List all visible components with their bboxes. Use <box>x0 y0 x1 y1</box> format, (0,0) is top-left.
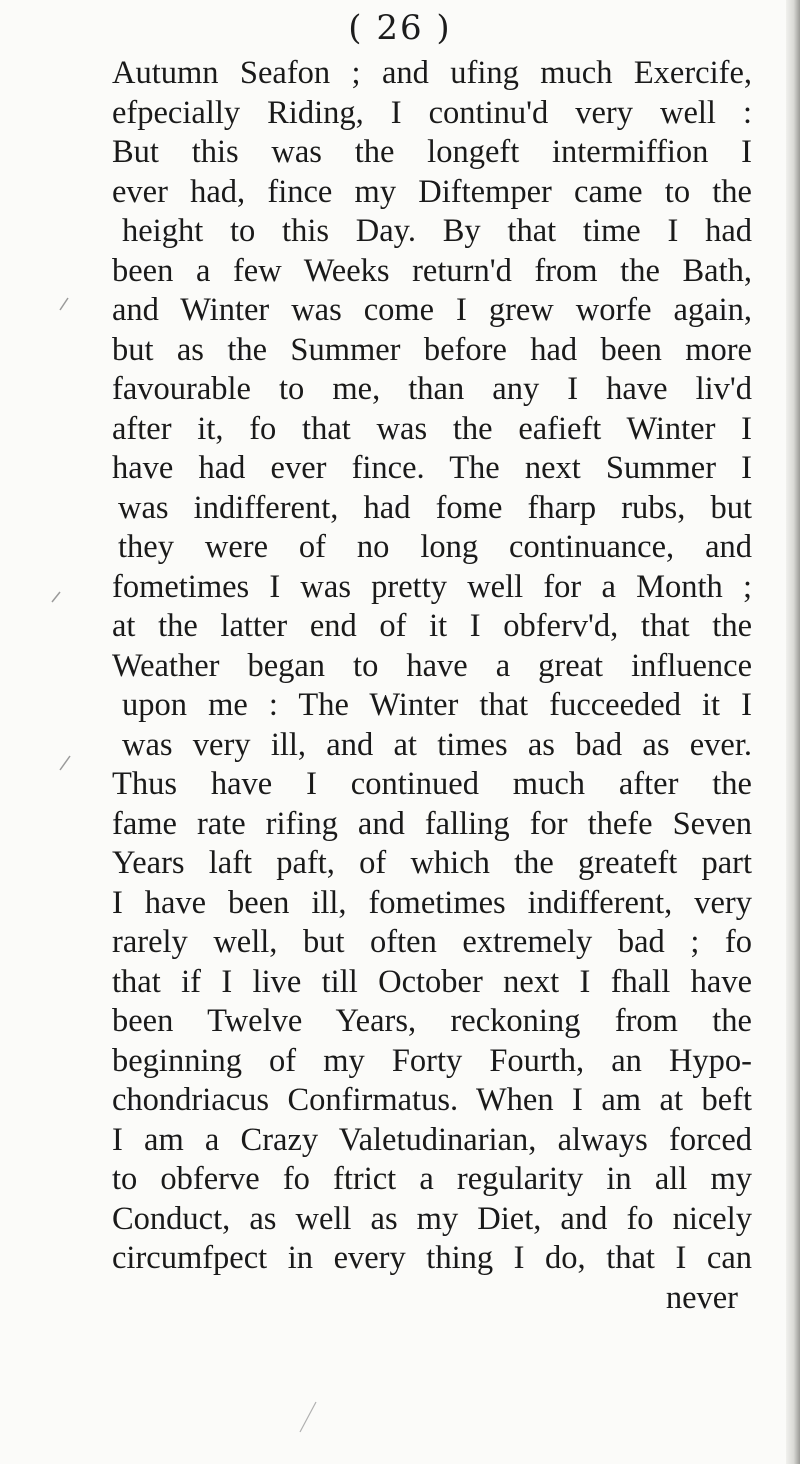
text-line: circumfpect in every thing I do, that I can <box>112 1240 752 1276</box>
text-line: rarely well, but often extremely bad ; fo <box>112 924 752 960</box>
text-line: was indifferent, had fome fharp rubs, but <box>118 489 752 526</box>
text-line: Weather began to have a great influence <box>112 647 752 684</box>
text-line: but as the Summer before had been more <box>112 331 752 368</box>
text-line: to obferve fo ftrict a regularity in all my <box>112 1161 752 1197</box>
text-line: Conduct, as well as my Diet, and fo nicely <box>112 1200 752 1237</box>
text-line: fometimes I was pretty well for a Month ; <box>112 568 752 605</box>
text-line: they were of no long continuance, and <box>118 529 752 565</box>
page-number: ( 26 ) <box>348 8 452 48</box>
text-line: have had ever fince. The next Summer I <box>112 450 752 486</box>
text-line: that if I live till October next I fhall have <box>112 963 752 1000</box>
text-line: I am a Crazy Valetudinarian, always forced <box>112 1121 752 1158</box>
text-line: I have been ill, fometimes indifferent, very <box>112 884 752 921</box>
pencil-tick-mark <box>52 592 60 602</box>
text-line: ever had, fince my Diftemper came to the <box>112 173 752 210</box>
text-line: height to this Day. By that time I had <box>122 213 752 249</box>
text-line: favourable to me, than any I have liv'd <box>112 371 752 407</box>
pencil-tick-mark <box>60 298 68 310</box>
text-line: after it, fo that was the eafieft Winter I <box>112 410 752 447</box>
text-line: But this was the longeft intermiffion I <box>112 134 752 170</box>
text-line: at the latter end of it I obferv'd, that the <box>112 608 752 644</box>
page-edge-shadow <box>786 0 800 1464</box>
text-line: chondriacus Confirmatus. When I am at beft <box>112 1082 752 1118</box>
text-line: efpecially Riding, I continu'd very well : <box>112 94 752 131</box>
text-line: Years laft paft, of which the greateft part <box>112 845 752 881</box>
text-line: upon me : The Winter that fucceeded it I <box>122 687 752 723</box>
text-line: Thus have I continued much after the <box>112 766 752 802</box>
text-line: and Winter was come I grew worfe again, <box>112 292 752 328</box>
body-text <box>112 54 752 1318</box>
text-line: fame rate rifing and falling for thefe Seven <box>112 805 752 842</box>
catchword: never <box>665 1279 738 1316</box>
text-line: was very ill, and at times as bad as ever. <box>122 726 752 763</box>
text-line: Autumn Seafon ; and ufing much Exercife, <box>112 55 752 91</box>
text-line: beginning of my Forty Fourth, an Hypo- <box>112 1042 752 1079</box>
text-line: been Twelve Years, reckoning from the <box>112 1003 752 1039</box>
pencil-tick-mark <box>300 1402 316 1432</box>
text-line: been a few Weeks return'd from the Bath, <box>112 252 752 289</box>
pencil-tick-mark <box>60 756 70 770</box>
